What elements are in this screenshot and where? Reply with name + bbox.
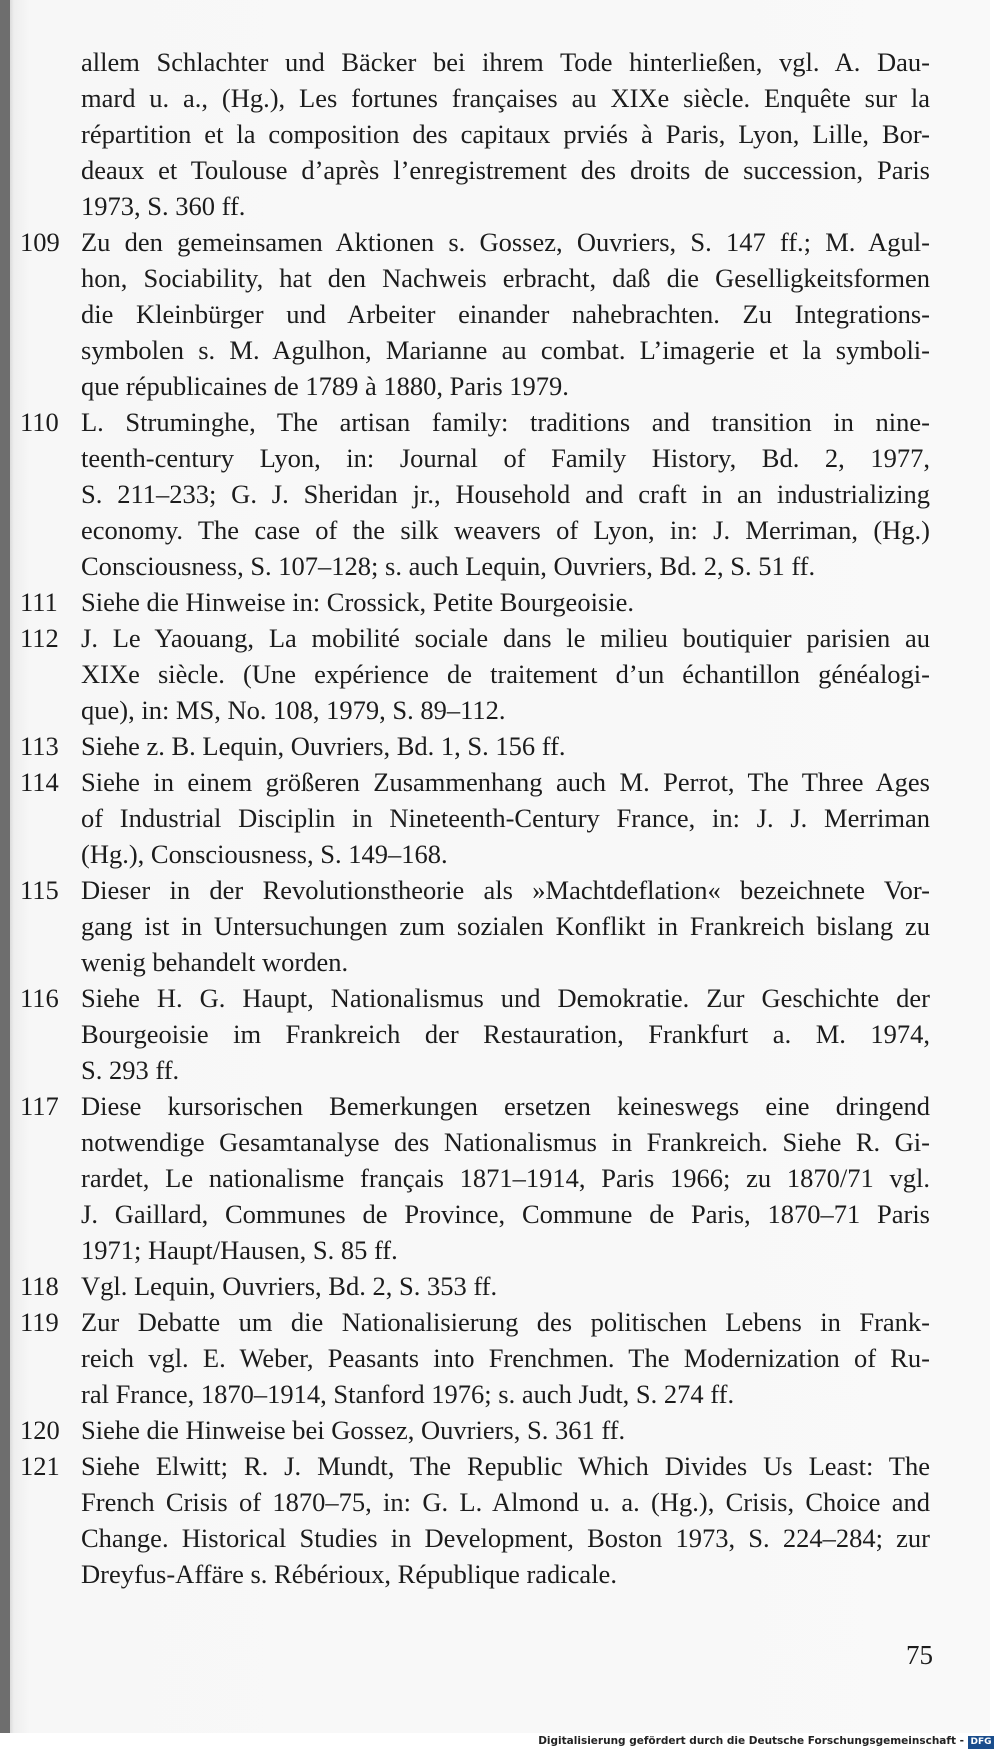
footnotes-list <box>20 44 930 1592</box>
footnote-116 <box>20 980 930 1088</box>
page-number: 75 <box>906 1640 933 1670</box>
footnote-109 <box>20 224 930 404</box>
footnote-line: XIXe siècle. (Une expérience de traitement d’un échantillon généalogi- <box>81 659 930 689</box>
page-margin-right <box>990 0 1000 1753</box>
footnote-number: 117 <box>20 1091 59 1121</box>
footnote-line: Siehe Elwitt; R. J. Mundt, The Republic Which Divides Us Least: The <box>81 1451 930 1481</box>
footnote-line: allem Schlachter und Bäcker bei ihrem Tode hinterließen, vgl. A. Dau- <box>81 47 930 77</box>
footnote-line: symbolen s. M. Agulhon, Marianne au combat. L’imagerie et la symboli- <box>81 335 930 365</box>
book-spine-shadow <box>0 0 10 1753</box>
footnote-line: L. Struminghe, The artisan family: traditions and transition in nine- <box>81 407 930 437</box>
footnote-111 <box>20 584 930 620</box>
footnote-number: 113 <box>20 731 59 761</box>
footnote-120 <box>20 1412 930 1448</box>
footnote-number: 116 <box>20 983 59 1013</box>
footnote-line: ral France, 1870–1914, Stanford 1976; s. auch Judt, S. 274 ff. <box>81 1379 735 1409</box>
footnote-number: 115 <box>20 875 59 905</box>
footnote-line: Vgl. Lequin, Ouvriers, Bd. 2, S. 353 ff. <box>81 1271 498 1301</box>
footnote-118 <box>20 1268 930 1304</box>
footnote-line: Siehe z. B. Lequin, Ouvriers, Bd. 1, S. 156 ff. <box>81 731 566 761</box>
footnote-line: deaux et Toulouse d’après l’enregistrement des droits de succession, Paris <box>81 155 930 185</box>
footnote-line: S. 211–233; G. J. Sheridan jr., Household and craft in an industrializing <box>81 479 930 509</box>
footnote-112 <box>20 620 930 728</box>
footnote-line: Siehe die Hinweise bei Gossez, Ouvriers, S. 361 ff. <box>81 1415 626 1445</box>
footnote-line: que), in: MS, No. 108, 1979, S. 89–112. <box>81 695 506 725</box>
footnote-line: reich vgl. E. Weber, Peasants into Frenchmen. The Modernization of Ru- <box>81 1343 930 1373</box>
footnote-number: 121 <box>20 1451 60 1481</box>
footnote-121 <box>20 1448 930 1592</box>
footer-credit-text: Digitalisierung gefördert durch die Deutsche Forschungsgemeinschaft - <box>538 1735 964 1747</box>
footnote-line: J. Gaillard, Communes de Province, Commune de Paris, 1870–71 Paris <box>81 1199 930 1229</box>
footnote-number: 119 <box>20 1307 59 1337</box>
footnote-110 <box>20 404 930 584</box>
footnote-line: wenig behandelt worden. <box>81 947 349 977</box>
footnote-line: Consciousness, S. 107–128; s. auch Lequin, Ouvriers, Bd. 2, S. 51 ff. <box>81 551 816 581</box>
footnote-113 <box>20 728 930 764</box>
footnote-line: Diese kursorischen Bemerkungen ersetzen keineswegs eine dringend <box>81 1091 930 1121</box>
footnote-line: gang ist in Untersuchungen zum sozialen Konflikt in Frankreich bislang zu <box>81 911 930 941</box>
footnote-line: rardet, Le nationalisme français 1871–1914, Paris 1966; zu 1870/71 vgl. <box>81 1163 930 1193</box>
footnote-line: Zu den gemeinsamen Aktionen s. Gossez, Ouvriers, S. 147 ff.; M. Agul- <box>81 227 930 257</box>
footnote-line: die Kleinbürger und Arbeiter einander nahebrachten. Zu Integrations- <box>81 299 930 329</box>
footnote-line: notwendige Gesamtanalyse des Nationalismus in Frankreich. Siehe R. Gi- <box>81 1127 930 1157</box>
footnote-line: (Hg.), Consciousness, S. 149–168. <box>81 839 448 869</box>
footnote-line: Siehe in einem größeren Zusammenhang auch M. Perrot, The Three Ages <box>81 767 930 797</box>
footnote-number: 111 <box>20 587 58 617</box>
footnote-number: 109 <box>20 227 60 257</box>
footnote-number: 118 <box>20 1271 59 1301</box>
footnote-119 <box>20 1304 930 1412</box>
footnote-line: Siehe die Hinweise in: Crossick, Petite Bourgeoisie. <box>81 587 634 617</box>
footnote-line: French Crisis of 1870–75, in: G. L. Almond u. a. (Hg.), Crisis, Choice and <box>81 1487 930 1517</box>
footnote-117 <box>20 1088 930 1268</box>
footnote-114 <box>20 764 930 872</box>
footnote-continued <box>20 44 930 224</box>
footnote-line: Change. Historical Studies in Development, Boston 1973, S. 224–284; zur <box>81 1523 930 1553</box>
footnote-number: 120 <box>20 1415 60 1445</box>
footnote-line: Zur Debatte um die Nationalisierung des politischen Lebens in Frank- <box>81 1307 930 1337</box>
footnote-line: teenth-century Lyon, in: Journal of Family History, Bd. 2, 1977, <box>81 443 930 473</box>
footnote-line: que républicaines de 1789 à 1880, Paris 1979. <box>81 371 569 401</box>
footnote-line: economy. The case of the silk weavers of Lyon, in: J. Merriman, (Hg.) <box>81 515 930 545</box>
footnote-line: Siehe H. G. Haupt, Nationalismus und Demokratie. Zur Geschichte der <box>81 983 930 1013</box>
digitization-footer <box>0 1733 1000 1753</box>
footnote-line: Dreyfus-Affäre s. Rébérioux, République radicale. <box>81 1559 617 1589</box>
footnote-line: Dieser in der Revolutionstheorie als »Machtdeflation« bezeichnete Vor- <box>81 875 930 905</box>
footnote-line: S. 293 ff. <box>81 1055 180 1085</box>
footnote-line: J. Le Yaouang, La mobilité sociale dans le milieu boutiquier parisien au <box>81 623 930 653</box>
footnote-115 <box>20 872 930 980</box>
footnote-line: Bourgeoisie im Frankreich der Restauration, Frankfurt a. M. 1974, <box>81 1019 930 1049</box>
footnote-line: répartition et la composition des capitaux prviés à Paris, Lyon, Lille, Bor- <box>81 119 930 149</box>
footnote-line: 1973, S. 360 ff. <box>81 191 246 221</box>
footnote-line: of Industrial Disciplin in Nineteenth-Century France, in: J. J. Merriman <box>81 803 930 833</box>
footnote-number: 112 <box>20 623 59 653</box>
footnote-line: 1971; Haupt/Hausen, S. 85 ff. <box>81 1235 398 1265</box>
footnote-line: hon, Sociability, hat den Nachweis erbracht, daß die Geselligkeitsformen <box>81 263 930 293</box>
footnote-number: 114 <box>20 767 59 797</box>
footnote-number: 110 <box>20 407 59 437</box>
dfg-logo: DFG <box>968 1736 994 1749</box>
footnote-line: mard u. a., (Hg.), Les fortunes françaises au XIXe siècle. Enquête sur la <box>81 83 930 113</box>
